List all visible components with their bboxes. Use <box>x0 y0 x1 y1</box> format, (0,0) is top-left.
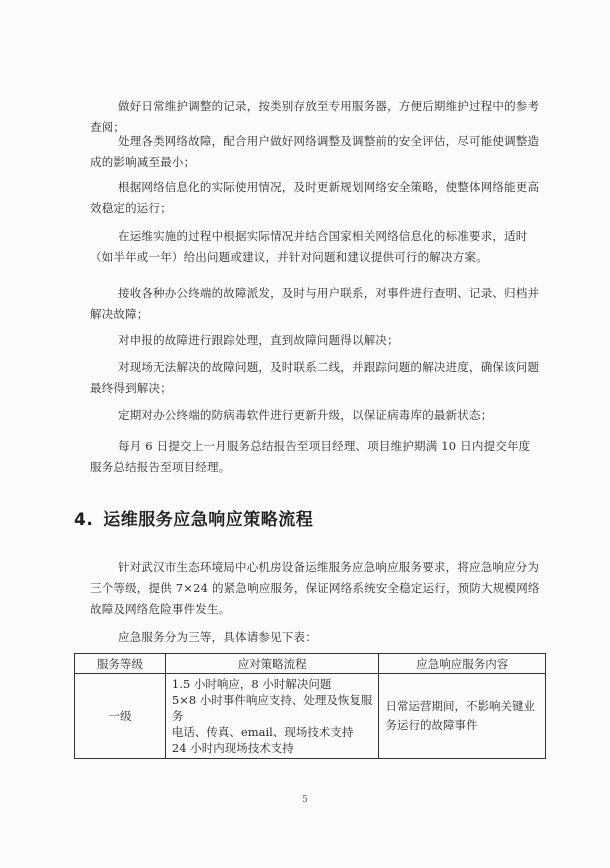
paragraph-network-fault: 处理各类网络故障，配合用户做好网络调整及调整前的安全评估，尽可能使调整造成的影响减至最小； <box>90 134 540 169</box>
page-number: 5 <box>302 795 308 805</box>
section-number: 4. <box>74 510 94 530</box>
service-level-table <box>74 653 546 759</box>
strategy-line: 1.5 小时响应，8 小时解决问题 <box>171 677 332 691</box>
section-heading <box>74 505 313 530</box>
table-header-row <box>75 654 546 674</box>
strategy-line: 5×8 小时事件响应支持、处理及恢复服务 <box>171 693 373 723</box>
section-title: 运维服务应急响应策略流程 <box>103 510 314 530</box>
paragraph-table-intro: 应急服务分为三等，具体请参见下表： <box>118 630 317 644</box>
paragraph-antivirus: 定期对办公终端的防病毒软件进行更新升级，以保证病毒库的最新状态； <box>118 408 493 422</box>
paragraph-terminal-faults: 接收各种办公终端的故障派发，及时与用户联系，对事件进行查明、记录、归档并解决故障； <box>90 286 540 321</box>
cell-strategy <box>165 674 379 759</box>
cell-level: 一级 <box>75 674 166 759</box>
table-row <box>75 674 546 759</box>
strategy-line: 电话、传真、email、现场技术支持 <box>171 725 354 739</box>
paragraph-emergency-intro: 针对武汉市生态环境局中心机房设备运维服务应急响应服务要求，将应急响应分为三个等级，提供 7×24 的紧急响应服务，保证网络系统安全稳定运行，预防大规模网络故障及网络危险事件发生。 <box>90 560 540 616</box>
paragraph-escalation: 对现场无法解决的故障问题，及时联系二线，并跟踪问题的解决进度，确保该问题最终得到解决； <box>90 360 540 395</box>
paragraph-fault-tracking: 对申报的故障进行跟踪处理，直到故障问题得以解决； <box>118 333 399 347</box>
header-service-level: 服务等级 <box>75 654 166 674</box>
paragraph-security-policy: 根据网络信息化的实际使用情况，及时更新规划网络安全策略，使整体网络能更高效稳定的运行； <box>90 180 540 215</box>
header-strategy: 应对策略流程 <box>165 654 379 674</box>
paragraph-standards: 在运维实施的过程中根据实际情况并结合国家相关网络信息化的标准要求，适时（如半年或一年）给出问题或建议，并针对问题和建议提供可行的解决方案。 <box>90 229 528 264</box>
header-response-content: 应急响应服务内容 <box>379 654 546 674</box>
cell-content: 日常运营期间，不影响关键业务运行的故障事件 <box>379 674 546 759</box>
paragraph-monthly-report: 每月 6 日提交上一月服务总结报告至项目经理、项目维护期满 10 日内提交年度服务总结报告至项目经理。 <box>90 439 531 474</box>
paragraph-maintenance-record: 做好日常维护调整的记录，按类别存放至专用服务器，方便后期维护过程中的参考查阅； <box>90 99 540 134</box>
strategy-line: 24 小时内现场技术支持 <box>171 741 294 755</box>
